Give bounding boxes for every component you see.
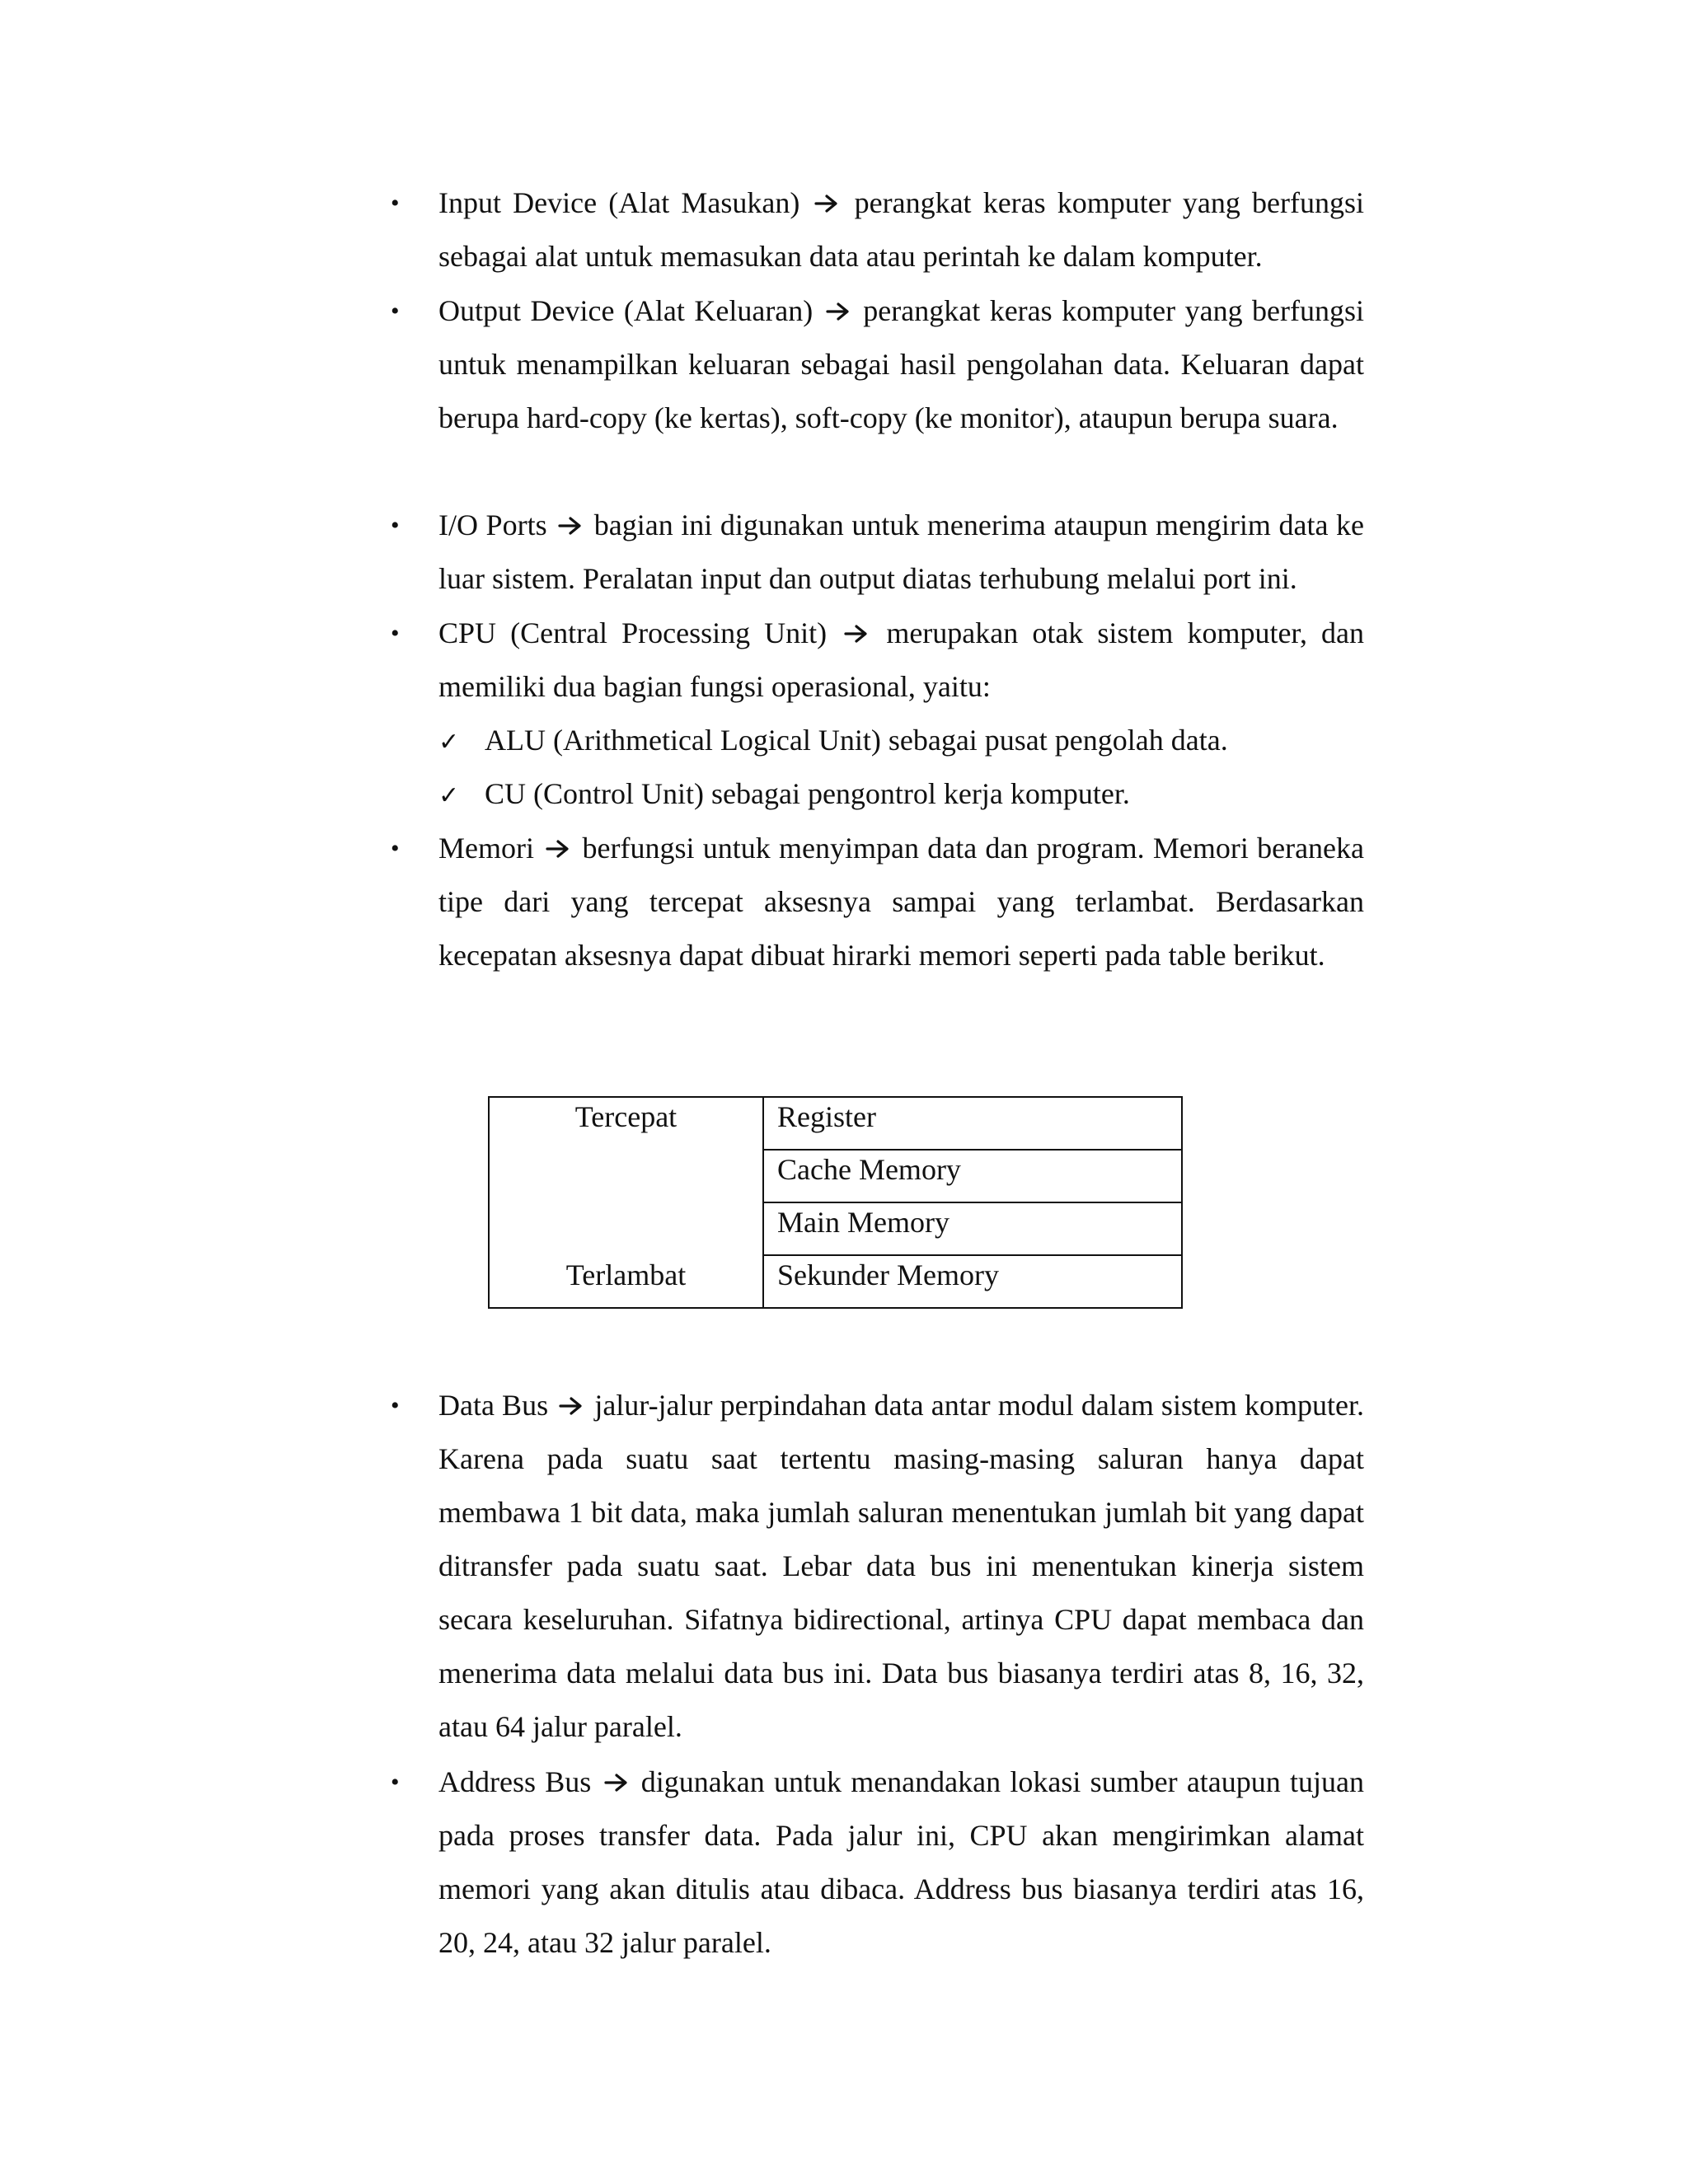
memory-hierarchy-table <box>488 1096 1183 1309</box>
list-item-address-bus <box>438 1755 1364 1970</box>
arrow-right-icon <box>546 839 570 859</box>
list-item-io-ports <box>438 499 1364 606</box>
list-item-memori <box>438 822 1364 982</box>
item-term: Input Device (Alat Masukan) <box>438 186 800 219</box>
bullet-icon: • <box>391 512 400 539</box>
item-term: CPU (Central Processing Unit) <box>438 616 828 649</box>
item-term: Address Bus <box>438 1765 592 1798</box>
item-description: perangkat keras komputer yang berfungsi untuk menampilkan keluaran sebagai hasil pengolahan data. Keluaran dapat berupa hard-copy (ke kertas), soft-copy (ke monitor), ataupun berupa suara. <box>438 294 1365 434</box>
cpu-part-alu <box>438 714 1345 769</box>
cpu-part-text: ALU (Arithmetical Logical Unit) sebagai pusat pengolah data. <box>485 724 1228 757</box>
bullet-icon: • <box>391 620 400 647</box>
bullet-icon: • <box>391 1769 400 1796</box>
item-term: Output Device (Alat Keluaran) <box>438 294 814 327</box>
cpu-part-cu <box>438 767 1345 823</box>
speed-axis-cell <box>489 1097 763 1308</box>
list-item-input-device <box>438 176 1364 284</box>
item-term: Memori <box>438 832 534 865</box>
list-item-output-device <box>438 284 1364 445</box>
memory-level-cell: Cache Memory <box>763 1150 1182 1202</box>
item-description: merupakan otak sistem komputer, dan memiliki dua bagian fungsi operasional, yaitu: <box>438 616 1365 703</box>
arrow-right-icon <box>604 1773 629 1793</box>
item-description: bagian ini digunakan untuk menerima ataupun mengirim data ke luar sistem. Peralatan input dan output diatas terhubung melalui port ini. <box>438 509 1365 595</box>
bullet-icon: • <box>391 835 400 862</box>
memory-level-cell: Sekunder Memory <box>763 1255 1182 1308</box>
bullet-icon: • <box>391 298 400 325</box>
slowest-label: Terlambat <box>565 1258 687 1291</box>
bullet-icon: • <box>391 1392 400 1419</box>
bullet-icon: • <box>391 190 400 217</box>
cpu-part-text: CU (Control Unit) sebagai pengontrol kerja komputer. <box>485 777 1130 810</box>
item-description: jalur-jalur perpindahan data antar modul dalam sistem komputer. Karena pada suatu saat tertentu masing-masing saluran hanya dapat membawa 1 bit data, maka jumlah saluran menentukan jumlah bit yang dapat ditransfer pada suatu saat. Lebar data bus ini menentukan kinerja sistem secara keseluruhan. Sifatnya bidirectional, artinya CPU dapat membaca dan menerima data melalui data bus ini. Data bus biasanya terdiri atas 8, 16, 32, atau 64 jalur paralel. <box>438 1389 1365 1743</box>
arrow-right-icon <box>558 516 583 536</box>
checkmark-icon: ✓ <box>438 728 460 757</box>
fastest-label: Tercepat <box>574 1100 678 1133</box>
item-term: I/O Ports <box>438 509 547 541</box>
checkmark-icon: ✓ <box>438 781 460 810</box>
item-description: perangkat keras komputer yang berfungsi sebagai alat untuk memasukan data atau perintah ke dalam komputer. <box>438 186 1365 273</box>
item-term: Data Bus <box>438 1389 549 1422</box>
arrow-right-icon <box>814 194 839 213</box>
memory-level-cell: Register <box>763 1097 1182 1150</box>
list-item-data-bus <box>438 1379 1364 1754</box>
table-row <box>489 1097 1182 1150</box>
arrow-right-icon <box>826 302 851 321</box>
item-description: berfungsi untuk menyimpan data dan program. Memori beraneka tipe dari yang tercepat aksesnya sampai yang terlambat. Berdasarkan kecepatan aksesnya dapat dibuat hirarki memori seperti pada table berikut. <box>438 832 1365 972</box>
list-item-cpu <box>438 607 1364 714</box>
memory-level-cell: Main Memory <box>763 1202 1182 1255</box>
arrow-right-icon <box>844 624 869 644</box>
item-description: digunakan untuk menandakan lokasi sumber ataupun tujuan pada proses transfer data. Pada jalur ini, CPU akan mengirimkan alamat memori yang akan ditulis atau dibaca. Address bus biasanya terdiri atas 16, 20, 24, atau 32 jalur paralel. <box>438 1765 1364 1959</box>
arrow-right-icon <box>559 1396 584 1416</box>
